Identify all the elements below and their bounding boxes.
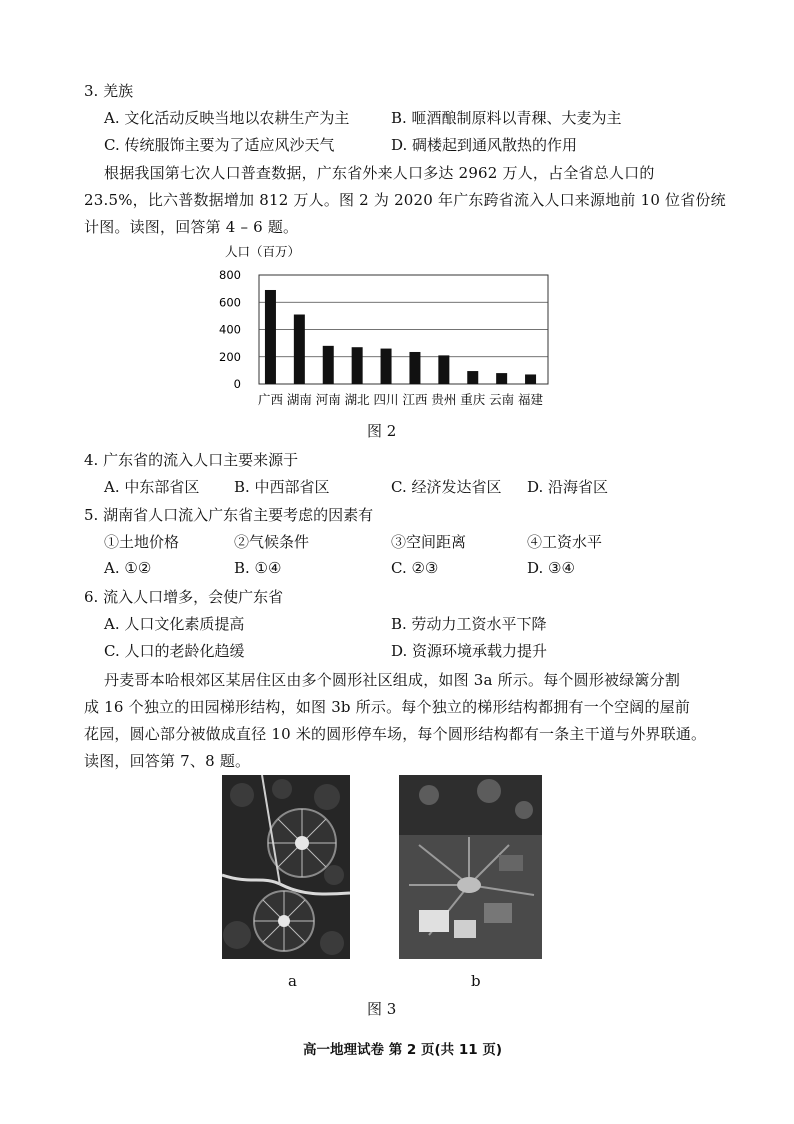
chart-bar [525, 374, 536, 384]
chart-xtick-label: 福建 [518, 392, 544, 407]
chart-ytick-label: 600 [219, 295, 241, 310]
chart-xtick-label: 广西 [257, 392, 283, 407]
chart-xtick-label: 河南 [315, 392, 341, 407]
passage2-line1: 丹麦哥本哈根郊区某居住区由多个圆形社区组成，如图 3a 所示。每个圆形被绿篱分割 [104, 671, 681, 689]
passage2-line4: 读图，回答第 7、8 题。 [84, 752, 251, 770]
q5-option-d: D. ③④ [527, 559, 575, 577]
passage1-line1: 根据我国第七次人口普查数据，广东省外来人口多达 2962 万人，占全省总人口的 [104, 164, 655, 182]
chart-bar [381, 349, 392, 384]
chart-ytick-label: 400 [219, 322, 241, 337]
q5-option-b: B. ①④ [234, 559, 282, 577]
chart-bar [294, 315, 305, 384]
chart-ylabel: 人口（百万） [225, 244, 301, 259]
chart-bar [323, 346, 334, 384]
figure3a-label: a [288, 972, 297, 990]
chart-xtick-label: 湖南 [286, 392, 312, 407]
q5-factor-4: ④工资水平 [527, 533, 603, 551]
q6-option-a: A. 人口文化素质提高 [104, 615, 245, 633]
q4-option-d: D. 沿海省区 [527, 478, 609, 496]
figure2-caption: 图 2 [367, 422, 397, 440]
chart-xtick-label: 云南 [489, 392, 515, 407]
chart-xtick-label: 贵州 [431, 392, 457, 407]
q4-stem: 4. 广东省的流入人口主要来源于 [84, 451, 299, 469]
passage1-line3: 计图。读图，回答第 4 – 6 题。 [84, 218, 299, 236]
chart-ytick-label: 800 [219, 268, 241, 282]
population-bar-chart [215, 238, 555, 418]
figure3a-aerial-photo [222, 775, 350, 959]
figure3b-label: b [471, 972, 481, 990]
q5-factor-1: ①土地价格 [104, 533, 180, 551]
q5-option-c: C. ②③ [391, 559, 439, 577]
q3-option-d: D. 碉楼起到通风散热的作用 [391, 136, 578, 154]
chart-bar [265, 290, 276, 384]
chart-ytick-label: 0 [233, 377, 241, 391]
figure3-caption: 图 3 [367, 1000, 397, 1018]
q5-factor-3: ③空间距离 [391, 533, 467, 551]
q3-option-c: C. 传统服饰主要为了适应风沙天气 [104, 136, 335, 154]
q3-option-b: B. 咂酒酿制原料以青稞、大麦为主 [391, 109, 622, 127]
q5-stem: 5. 湖南省人口流入广东省主要考虑的因素有 [84, 506, 374, 524]
chart-bar [352, 347, 363, 384]
q6-option-d: D. 资源环境承载力提升 [391, 642, 548, 660]
q6-option-c: C. 人口的老龄化趋缓 [104, 642, 245, 660]
chart-bar [467, 371, 478, 384]
q5-option-a: A. ①② [104, 559, 152, 577]
page-footer: 高一地理试卷 第 2 页(共 11 页) [303, 1042, 503, 1058]
q6-option-b: B. 劳动力工资水平下降 [391, 615, 547, 633]
passage2-line3: 花园，圆心部分被做成直径 10 米的圆形停车场，每个圆形结构都有一条主干道与外界联通。 [84, 725, 707, 743]
q4-option-b: B. 中西部省区 [234, 478, 330, 496]
chart-bar [496, 373, 507, 384]
q3-option-a: A. 文化活动反映当地以农耕生产为主 [104, 109, 350, 127]
chart-ytick-label: 200 [219, 349, 241, 364]
passage2-line2: 成 16 个独立的田园梯形结构，如图 3b 所示。每个独立的梯形结构都拥有一个空阔的屋前 [84, 698, 691, 716]
chart-xtick-label: 四川 [373, 392, 399, 407]
chart-xtick-label: 重庆 [460, 392, 486, 407]
chart-bar [409, 352, 420, 384]
q3-stem: 3. 羌族 [84, 82, 134, 100]
q4-option-a: A. 中东部省区 [104, 478, 200, 496]
q4-option-c: C. 经济发达省区 [391, 478, 502, 496]
passage1-line2: 23.5%，比六普数据增加 812 万人。图 2 为 2020 年广东跨省流入人口来源地前 10 位省份统 [84, 191, 726, 209]
chart-xtick-label: 江西 [402, 392, 428, 407]
chart-bar [438, 355, 449, 384]
q5-factor-2: ②气候条件 [234, 533, 310, 551]
q6-stem: 6. 流入人口增多，会使广东省 [84, 588, 284, 606]
chart-xtick-label: 湖北 [344, 392, 370, 407]
figure3b-aerial-photo [399, 775, 542, 959]
